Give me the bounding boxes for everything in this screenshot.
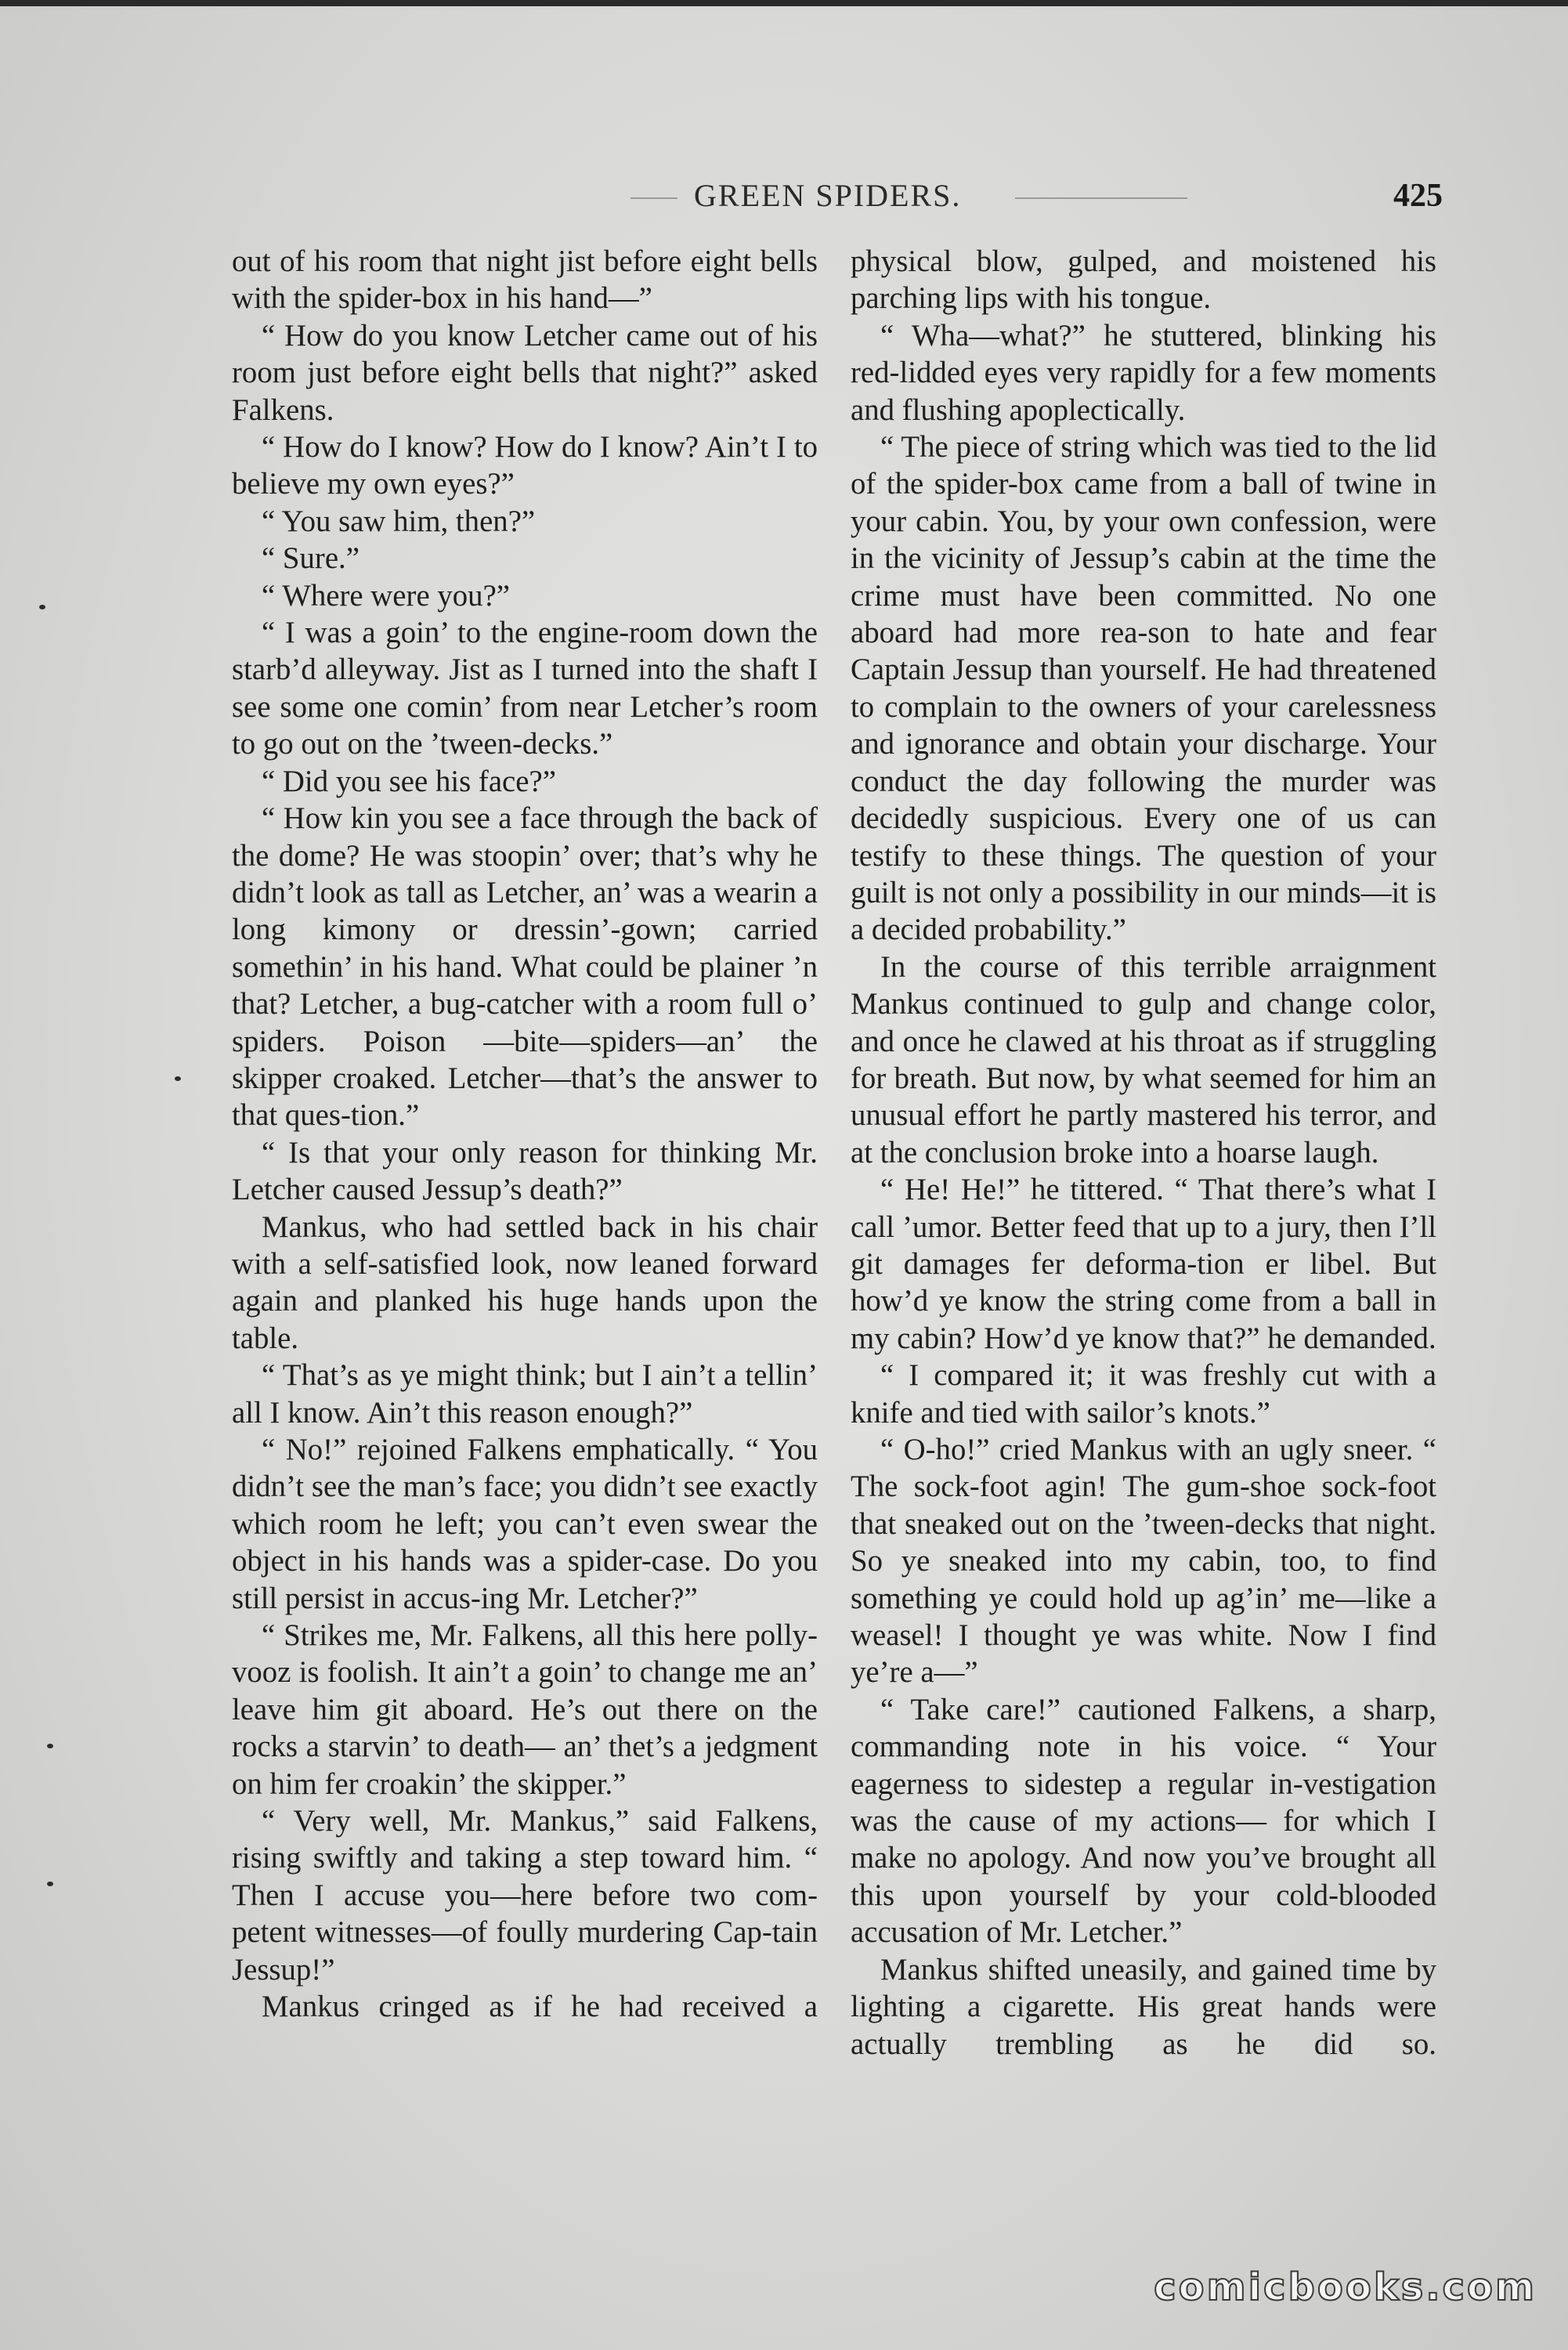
right-column [851, 243, 1436, 2063]
running-title: GREEN SPIDERS. [694, 178, 962, 213]
binding-hole-mark [39, 605, 45, 609]
paragraph: “ Take care!” cautioned Falkens, a sharp, commanding note in his voice. “ Your eagerness to sidestep a regular in-vestigation was the cause of my actions— for which I make no apology. And now you’ve brought all this upon yourself by your cold-blooded accusation of Mr. Letcher.” [851, 1692, 1436, 1950]
header-rule-right [1015, 197, 1187, 199]
paragraph: “ O-ho!” cried Mankus with an ugly sneer. “ The sock-foot agin! The gum-shoe sock-foot that sneaked out on the ’tween-decks that night. So ye sneaked into my cabin, too, to find something ye could hold up ag’in’ me—like a weasel! I thought ye was white. Now I find ye’re a—” [851, 1433, 1436, 1690]
paragraph: Mankus cringed as if he had received a [262, 1990, 818, 2024]
page-number: 425 [1393, 178, 1443, 214]
binding-hole-mark [47, 1744, 53, 1748]
left-column [232, 243, 818, 2026]
page-top-edge [0, 0, 1568, 6]
paragraph: “ How do I know? How do I know? Ain’t I to believe my own eyes?” [232, 430, 818, 501]
paragraph: “ I was a goin’ to the engine-room down the starb’d alleyway. Jist as I turned into the shaft I see some one comin’ from near Letcher’s room to go out on the ’tween-decks.” [232, 616, 818, 761]
paragraph: “ No!” rejoined Falkens emphatically. “ You didn’t see the man’s face; you didn’t see exactly which room he left; you can’t even swear the object in his hands was a spider-case. Do you still persist in accus-ing Mr. Letcher?” [232, 1433, 818, 1615]
paragraph: “ How kin you see a face through the back of the dome? He was stoopin’ over; that’s why he didn’t look as tall as Letcher, an’ was a wearin a long kimony or dressin’-gown; carried somethin’ in his hand. What could be plainer ’n that? Letcher, a bug-catcher with a room full o’ spiders. Poison —bite—spiders—an’ the skipper croaked. Letcher—that’s the answer to that ques-tion.” [232, 801, 818, 1133]
paragraph: “ The piece of string which was tied to the lid of the spider-box came from a ball of twine in your cabin. You, by your own confession, were in the vicinity of Jessup’s cabin at the time the crime must have been committed. No one aboard had more rea-son to hate and fear Captain Jessup than yourself. He had threatened to complain to the owners of your carelessness and ignorance and obtain your discharge. Your conduct the day following the murder was decidedly suspicious. Every one of us can testify to these things. The question of your guilt is not only a possibility in our minds—it is a decided probability.” [851, 430, 1436, 947]
paragraph: physical blow, gulped, and moistened his parching lips with his tongue. [851, 244, 1436, 316]
paragraph: “ How do you know Letcher came out of his room just before eight bells that night?” asked Falkens. [232, 318, 818, 427]
paragraph: “ Where were you?” [262, 578, 511, 613]
paragraph: “ Wha—what?” he stuttered, blinking his red-lidded eyes very rapidly for a few moments and flushing apoplectically. [851, 318, 1436, 427]
paragraph: “ Did you see his face?” [262, 764, 556, 798]
paragraph: “ You saw him, then?” [262, 504, 536, 538]
binding-hole-mark [47, 1882, 53, 1886]
header-rule-left [630, 197, 677, 199]
watermark: comicbooks.com [1154, 2265, 1537, 2309]
paragraph: “ Strikes me, Mr. Falkens, all this here polly-vooz is foolish. It ain’t a goin’ to change me an’ leave him git aboard. He’s out there on the rocks a starvin’ to death— an’ thet’s a jedgment on him fer croakin’ the skipper.” [232, 1618, 818, 1801]
paragraph: “ Sure.” [262, 541, 359, 576]
binding-hole-mark [175, 1076, 181, 1081]
paragraph: “ Is that your only reason for thinking Mr. Letcher caused Jessup’s death?” [232, 1135, 818, 1207]
paragraph: “ I compared it; it was freshly cut with a knife and tied with sailor’s knots.” [851, 1358, 1436, 1430]
paragraph: In the course of this terrible arraignment Mankus continued to gulp and change color, and once he clawed at his throat as if struggling for breath. But now, by what seemed for him an unusual effort he partly mastered his terror, and at the conclusion broke into a hoarse laugh. [851, 949, 1436, 1170]
paragraph: “ That’s as ye might think; but I ain’t a tellin’ all I know. Ain’t this reason enough?” [232, 1358, 818, 1430]
paragraph: out of his room that night jist before eight bells with the spider-box in his hand—” [232, 244, 818, 316]
paragraph: “ He! He!” he tittered. “ That there’s what I call ’umor. Better feed that up to a jury, then I’ll git damages fer deforma-tion er libel. But how’d ye know the string come from a ball in my cabin? How’d ye know that?” he demanded. [851, 1173, 1436, 1355]
paragraph: Mankus shifted uneasily, and gained time by lighting a cigarette. His great hands were actually trembling as he did so. [851, 1952, 1436, 2061]
page-header [235, 177, 1443, 224]
paragraph: “ Very well, Mr. Mankus,” said Falkens, rising swiftly and taking a step toward him. “ Then I accuse you—here before two com-petent witnesses—of foully murdering Cap-tain Jessup!” [232, 1804, 818, 1987]
paragraph: Mankus, who had settled back in his chair with a self-satisfied look, now leaned forward again and planked his huge hands upon the table. [232, 1209, 818, 1355]
